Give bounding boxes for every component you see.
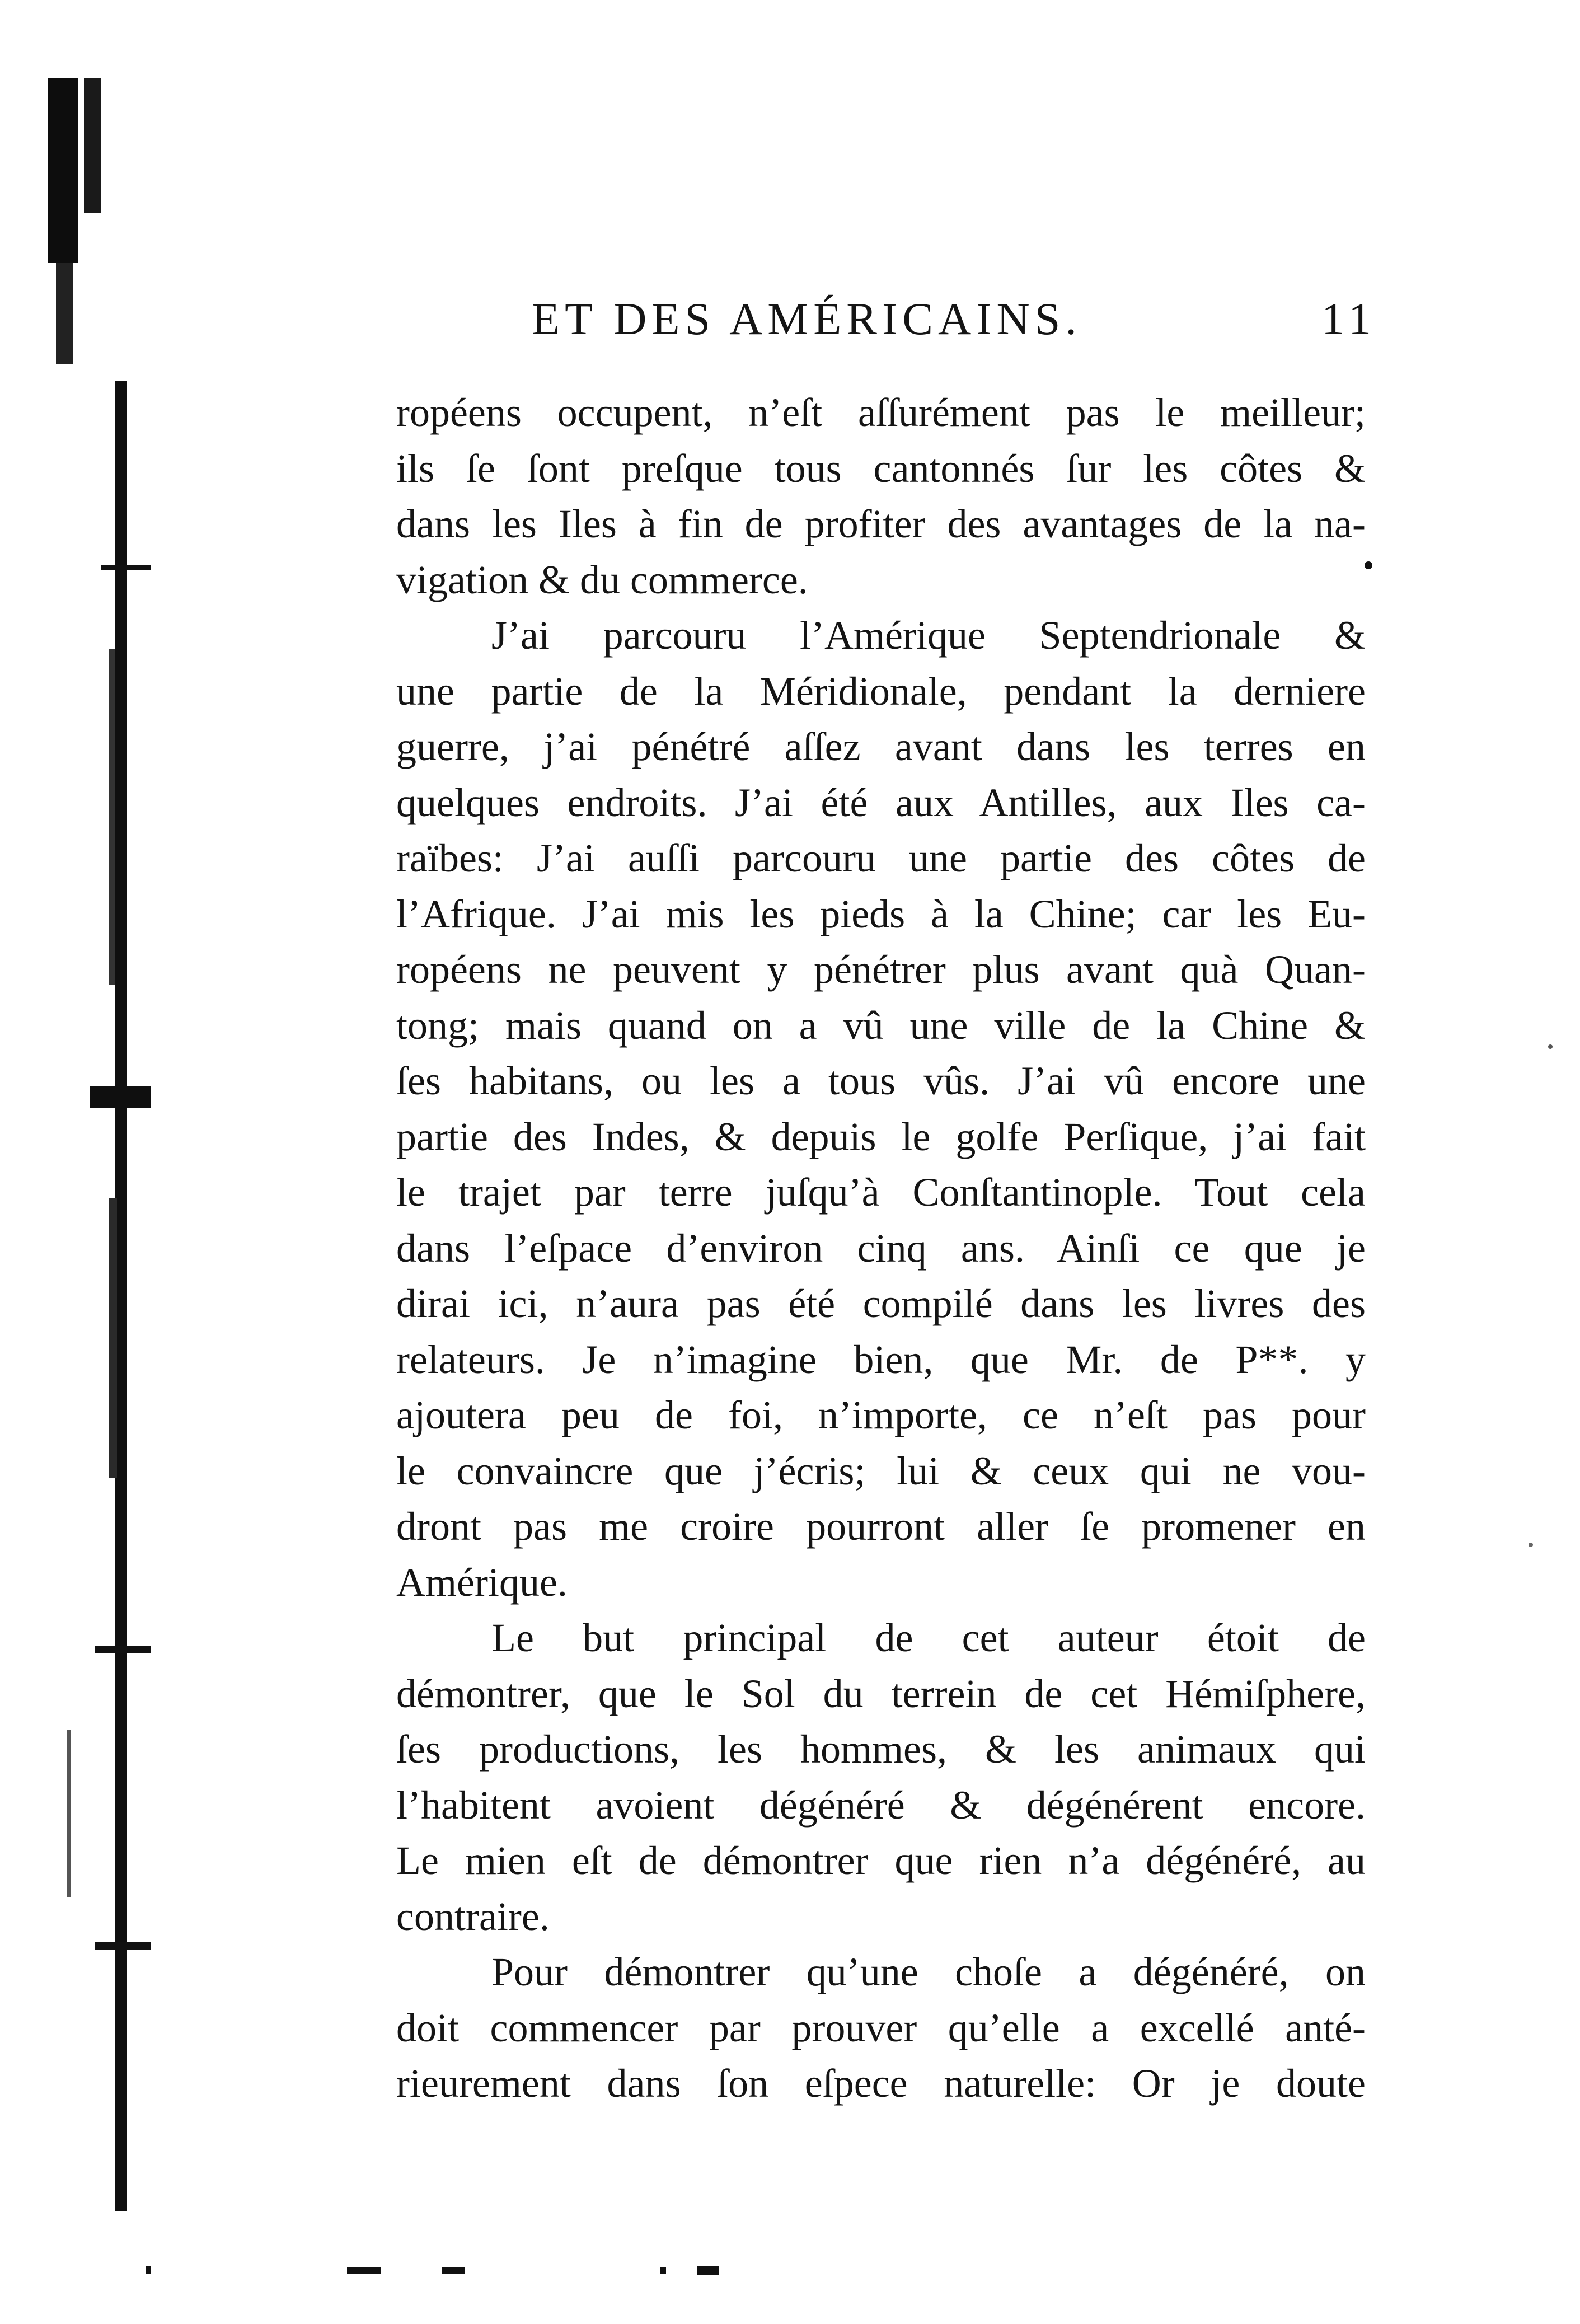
text-line: contraire. <box>396 1894 550 1939</box>
running-title: ET DES AMÉRICAINS. <box>532 293 1082 344</box>
text-line: dirai ici, n’aura pas été compilé dans les livres des <box>396 1281 1366 1326</box>
text-line: ſes productions, les hommes, & les animaux qui <box>396 1727 1366 1772</box>
text-line: rieurement dans ſon eſpece naturelle: Or je doute <box>396 2061 1366 2106</box>
text-line: doit commencer par prouver qu’elle a excellé anté- <box>396 2005 1366 2050</box>
text-line: guerre, j’ai pénétré aſſez avant dans les terres en <box>396 724 1366 769</box>
text-line: le trajet par terre juſqu’à Conſtantinople. Tout cela <box>396 1170 1366 1215</box>
text-line: une partie de la Méridionale, pendant la derniere <box>396 668 1366 714</box>
text-line: Amérique. <box>396 1559 568 1605</box>
text-line: tong; mais quand on a vû une ville de la Chine & <box>396 1002 1366 1048</box>
text-line: dans les Iles à fin de profiter des avantages de la na- <box>396 502 1366 546</box>
text-line: ropéens occupent, n’eſt aſſurément pas le meilleur; <box>396 390 1366 435</box>
text-line: dront pas me croire pourront aller ſe promener en <box>396 1504 1366 1549</box>
text-line: Pour démontrer qu’une choſe a dégénéré, on <box>491 1950 1366 1994</box>
text-line: Le but principal de cet auteur étoit de <box>491 1615 1366 1660</box>
text-line: dans l’eſpace d’environ cinq ans. Ainſi ce que je <box>396 1225 1366 1271</box>
text-line: Le mien eſt de démontrer que rien n’a dégénéré, au <box>396 1838 1366 1883</box>
text-line: ajoutera peu de foi, n’importe, ce n’eſt pas pour <box>396 1393 1366 1437</box>
text-line: partie des Indes, & depuis le golfe Perſique, j’ai fait <box>396 1114 1366 1159</box>
text-line: J’ai parcouru l’Amérique Septendrionale & <box>491 613 1366 658</box>
text-line: le convaincre que j’écris; lui & ceux qui ne vou- <box>396 1448 1366 1493</box>
text-line: l’habitent avoient dégénéré & dégénérent encore. <box>396 1782 1366 1828</box>
text-line: démontrer, que le Sol du terrein de cet Hémiſphere, <box>396 1671 1366 1716</box>
text-line: vigation & du commerce. <box>396 557 808 602</box>
text-line: l’Afrique. J’ai mis les pieds à la Chine; car les Eu- <box>396 891 1366 936</box>
page-number: 11 <box>1321 293 1377 344</box>
text-line: ropéens ne peuvent y pénétrer plus avant quà Quan- <box>396 947 1366 992</box>
text-line: relateurs. Je n’imagine bien, que Mr. de P**. y <box>396 1337 1366 1382</box>
text-line: ſes habitans, ou les a tous vûs. J’ai vû encore une <box>396 1058 1366 1103</box>
text-line: ils ſe ſont preſque tous cantonnés ſur les côtes & <box>396 446 1366 491</box>
text-line: quelques endroits. J’ai été aux Antilles, aux Iles ca- <box>396 780 1366 825</box>
text-line: raïbes: J’ai auſſi parcouru une partie des côtes de <box>396 836 1366 880</box>
